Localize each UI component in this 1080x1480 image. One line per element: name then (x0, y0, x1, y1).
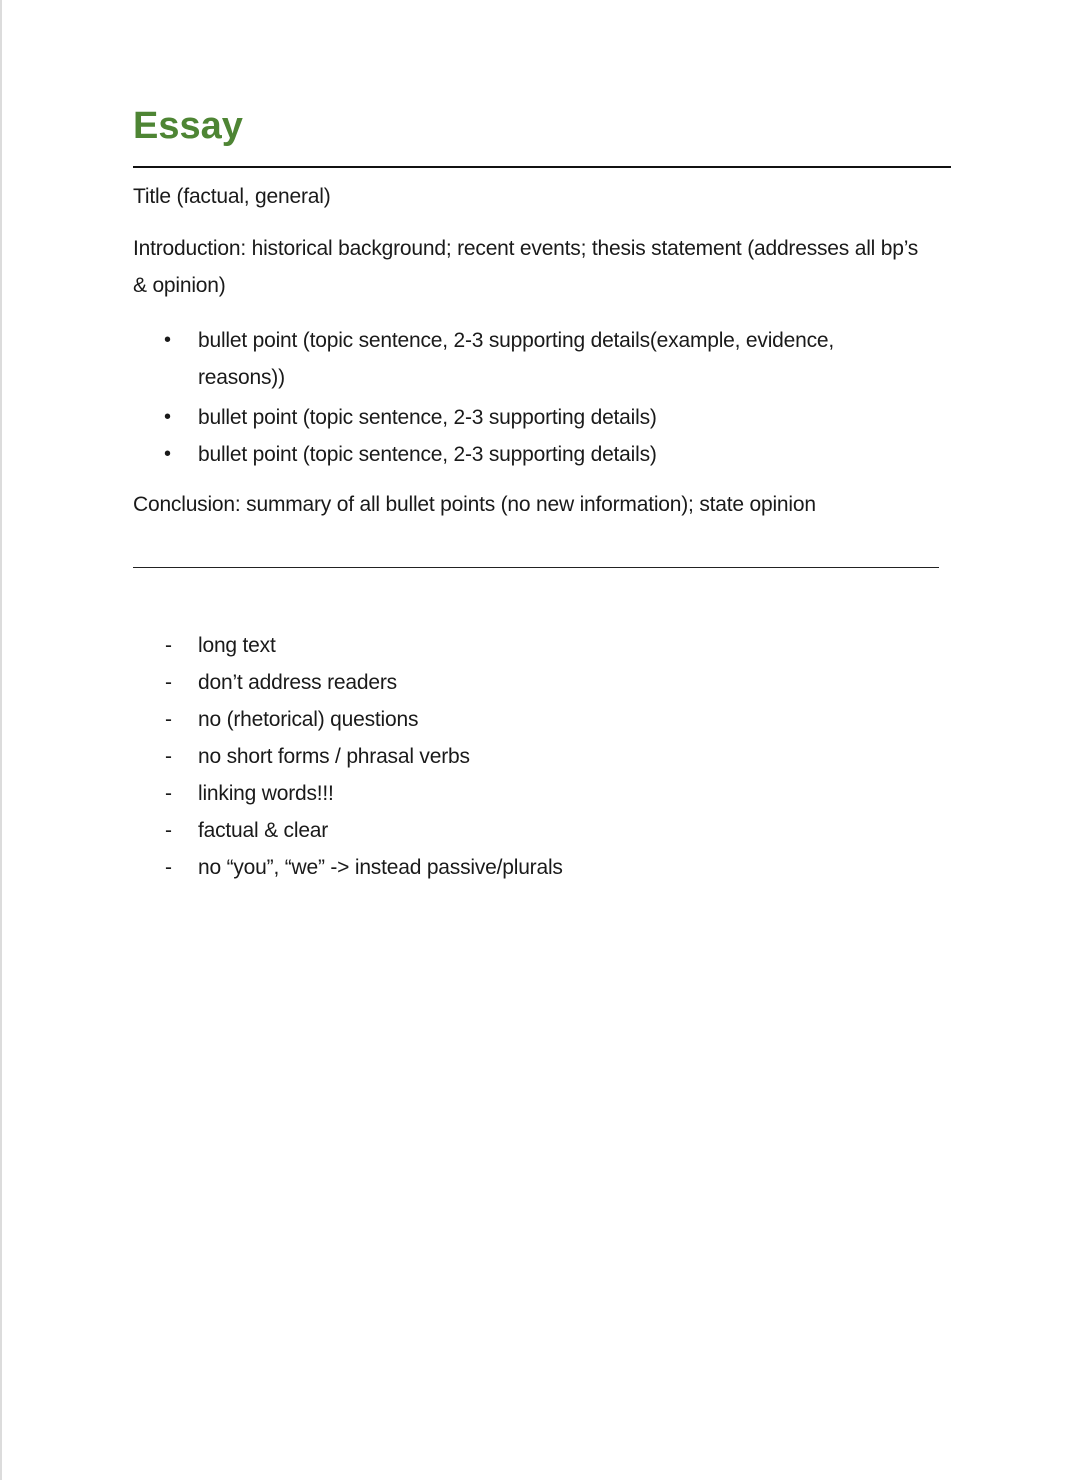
list-item-text: factual & clear (198, 819, 329, 842)
list-item (133, 701, 933, 738)
list-item-text: don’t address readers (198, 671, 397, 694)
dash-marker: - (165, 745, 172, 768)
page-title: Essay (133, 105, 243, 147)
list-item (133, 664, 933, 701)
list-item-text: bullet point (topic sentence, 2-3 supporting details(example, evidence, reasons)) (198, 329, 835, 389)
dash-marker: - (165, 634, 172, 657)
bullet-marker: • (164, 406, 171, 428)
list-item-text: bullet point (topic sentence, 2-3 supporting details) (198, 443, 657, 466)
title-underline (133, 166, 951, 168)
dash-marker: - (165, 708, 172, 731)
list-item (133, 322, 893, 396)
list-item (133, 627, 933, 664)
list-item (133, 738, 933, 775)
list-item (133, 812, 933, 849)
body-paragraph-list (133, 322, 893, 473)
bullet-marker: • (164, 329, 171, 351)
list-item-text: linking words!!! (198, 782, 334, 805)
list-item (133, 436, 893, 473)
conclusion-text: Conclusion: summary of all bullet points (no new information); state opinion (133, 493, 816, 516)
list-item-text: bullet point (topic sentence, 2-3 supporting details) (198, 406, 657, 429)
list-item (133, 775, 933, 812)
list-item (133, 399, 893, 436)
dash-marker: - (165, 782, 172, 805)
dash-marker: - (165, 856, 172, 879)
style-tips-list (133, 627, 933, 886)
list-item-text: no “you”, “we” -> instead passive/plurals (198, 856, 563, 879)
introduction-text: Introduction: historical background; recent events; thesis statement (addresses all bp’s & opinion) (133, 237, 919, 297)
list-item-text: no short forms / phrasal verbs (198, 745, 470, 768)
list-item-text: long text (198, 634, 276, 657)
section-divider (133, 567, 939, 568)
list-item (133, 849, 933, 886)
dash-marker: - (165, 819, 172, 842)
list-item-text: no (rhetorical) questions (198, 708, 419, 731)
bullet-marker: • (164, 443, 171, 465)
dash-marker: - (165, 671, 172, 694)
title-line: Title (factual, general) (133, 185, 331, 208)
